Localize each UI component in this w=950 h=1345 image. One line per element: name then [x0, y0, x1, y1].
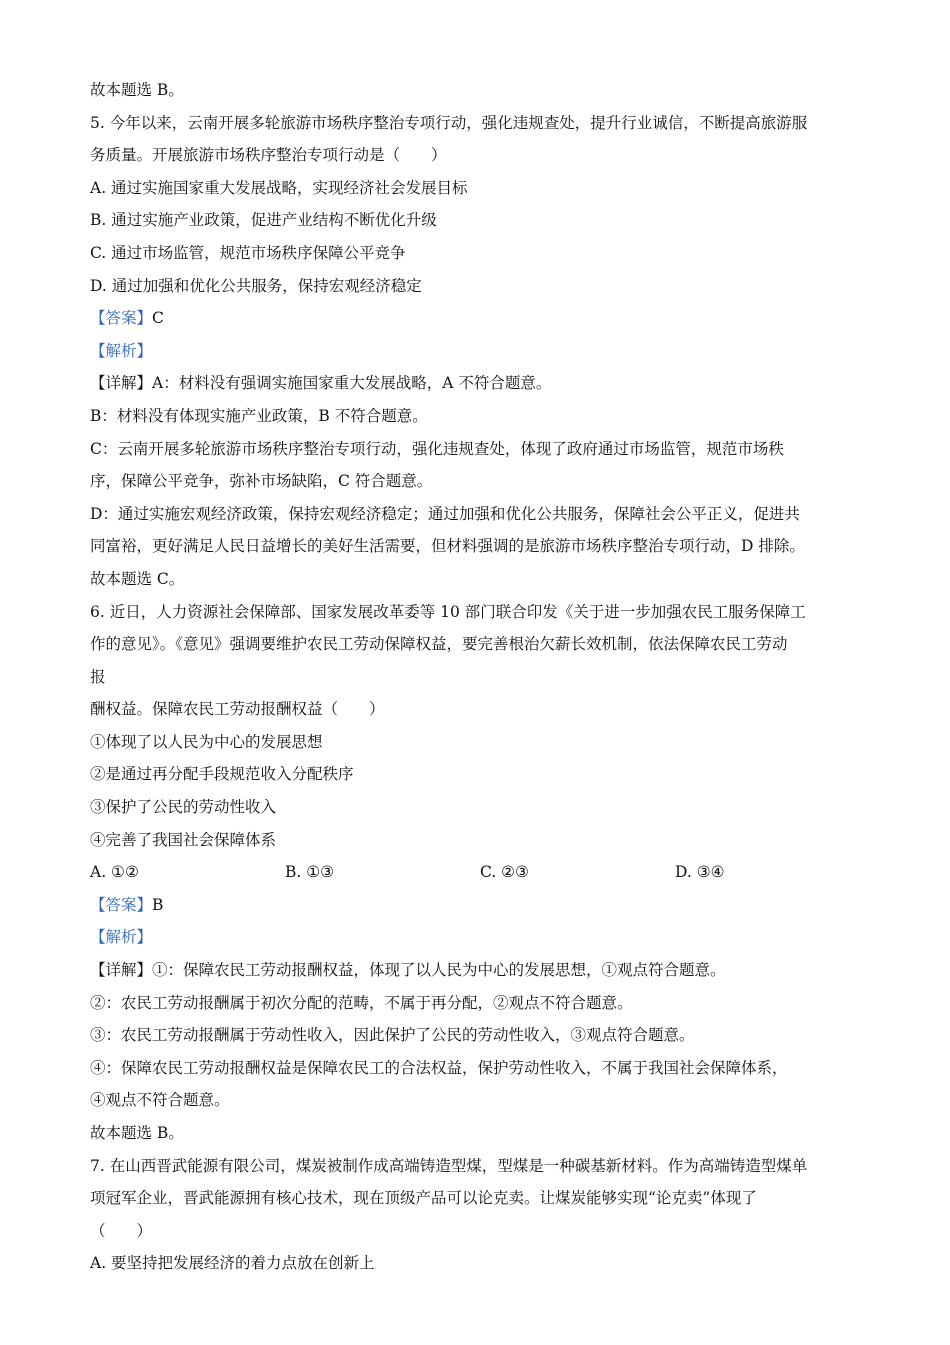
q6-stem-line3: 报 — [90, 667, 106, 686]
q5-stem-line2: 务质量。开展旅游市场秩序整治专项行动是（ ） — [90, 146, 447, 165]
q5-option-d: D. 通过加强和优化公共服务，保持宏观经济稳定 — [90, 276, 422, 295]
q5-option-a: A. 通过实施国家重大发展战略，实现经济社会发展目标 — [90, 178, 468, 197]
q4-conclusion: 故本题选 B。 — [90, 81, 184, 99]
q6-conclusion: 故本题选 B。 — [90, 1124, 184, 1142]
q6-detail-4b: ④观点不符合题意。 — [90, 1091, 230, 1110]
q6-statement-4: ④完善了我国社会保障体系 — [90, 830, 277, 849]
q5-answer-value: C — [152, 309, 164, 328]
q5-detail-a-text: A：材料没有强调实施国家重大发展战略，A 不符合题意。 — [152, 374, 552, 393]
q5-analysis — [90, 335, 870, 368]
q5-detail-c2: 序，保障公平竞争，弥补市场缺陷，C 符合题意。 — [90, 472, 433, 491]
q5-answer — [90, 302, 870, 335]
q6-detail-3: ③：农民工劳动报酬属于劳动性收入，因此保护了公民的劳动性收入，③观点符合题意。 — [90, 1026, 695, 1045]
q5-detail-a — [90, 367, 870, 400]
q6-option-c: C. ②③ — [480, 863, 529, 882]
q7-stem-line2: 项冠军企业，晋武能源拥有核心技术，现在顶级产品可以论克卖。让煤炭能够实现“论克卖”体现了 — [90, 1189, 757, 1208]
q7-stem-line1: 7. 在山西晋武能源有限公司，煤炭被制作成高端铸造型煤，型煤是一种碳基新材料。作为高端铸造型煤单 — [90, 1156, 808, 1175]
q5-analysis-tag: 【解析】 — [90, 341, 153, 360]
q6-statement-2: ②是通过再分配手段规范收入分配秩序 — [90, 765, 354, 784]
q6-statement-3: ③保护了公民的劳动性收入 — [90, 798, 277, 817]
q5-detail-d2: 同富裕，更好满足人民日益增长的美好生活需要，但材料强调的是旅游市场秩序整治专项行动，D 排除。 — [90, 537, 805, 556]
q6-analysis — [90, 921, 870, 954]
q6-stem-line1: 6. 近日，人力资源社会保障部、国家发展改革委等 10 部门联合印发《关于进一步加强农民工服务保障工 — [90, 602, 806, 621]
q5-detail-b: B：材料没有体现实施产业政策，B 不符合题意。 — [90, 406, 428, 425]
q5-detail-d1: D：通过实施宏观经济政策，保持宏观经济稳定；通过加强和优化公共服务，保障社会公平正义，促进共 — [90, 504, 800, 523]
q5-stem-line1: 5. 今年以来，云南开展多轮旅游市场秩序整治专项行动，强化违规查处，提升行业诚信，不断提高旅游服 — [90, 113, 808, 132]
q6-detail-2: ②：农民工劳动报酬属于初次分配的范畴，不属于再分配，②观点不符合题意。 — [90, 993, 633, 1012]
q6-option-b: B. ①③ — [285, 863, 335, 882]
q6-detail-4a: ④：保障农民工劳动报酬权益是保障农民工的合法权益，保护劳动性收入，不属于我国社会保障体系， — [90, 1058, 788, 1077]
q5-detail-tag: 【详解】 — [90, 374, 153, 393]
q6-answer-tag: 【答案】 — [90, 895, 153, 914]
q6-options — [90, 856, 870, 889]
q6-analysis-tag: 【解析】 — [90, 928, 153, 947]
q6-detail-1-text: ①：保障农民工劳动报酬权益，体现了以人民为中心的发展思想，①观点符合题意。 — [152, 961, 726, 980]
q5-conclusion: 故本题选 C。 — [90, 569, 185, 588]
q6-option-a: A. ①② — [90, 863, 139, 882]
q7-stem-line3: （ ） — [90, 1221, 153, 1240]
q6-stem-line2: 作的意见》。《意见》强调要维护农民工劳动保障权益，要完善根治欠薪长效机制，依法保障农民工劳动 — [90, 635, 788, 654]
q6-option-d: D. ③④ — [675, 863, 725, 882]
q5-answer-tag: 【答案】 — [90, 309, 153, 328]
q5-detail-c1: C：云南开展多轮旅游市场秩序整治专项行动，强化违规查处，体现了政府通过市场监管，规范市场秩 — [90, 439, 784, 458]
q6-answer — [90, 889, 870, 922]
q7-option-a: A. 要坚持把发展经济的着力点放在创新上 — [90, 1254, 375, 1273]
q6-answer-value: B — [152, 895, 164, 914]
q6-detail-1 — [90, 954, 870, 987]
q6-stem-line4: 酬权益。保障农民工劳动报酬权益（ ） — [90, 700, 385, 719]
q5-option-b: B. 通过实施产业政策，促进产业结构不断优化升级 — [90, 211, 437, 230]
document-page — [90, 74, 870, 1280]
q6-detail-tag: 【详解】 — [90, 961, 153, 980]
q5-option-c: C. 通过市场监管，规范市场秩序保障公平竞争 — [90, 243, 406, 262]
q6-statement-1: ①体现了以人民为中心的发展思想 — [90, 732, 323, 751]
